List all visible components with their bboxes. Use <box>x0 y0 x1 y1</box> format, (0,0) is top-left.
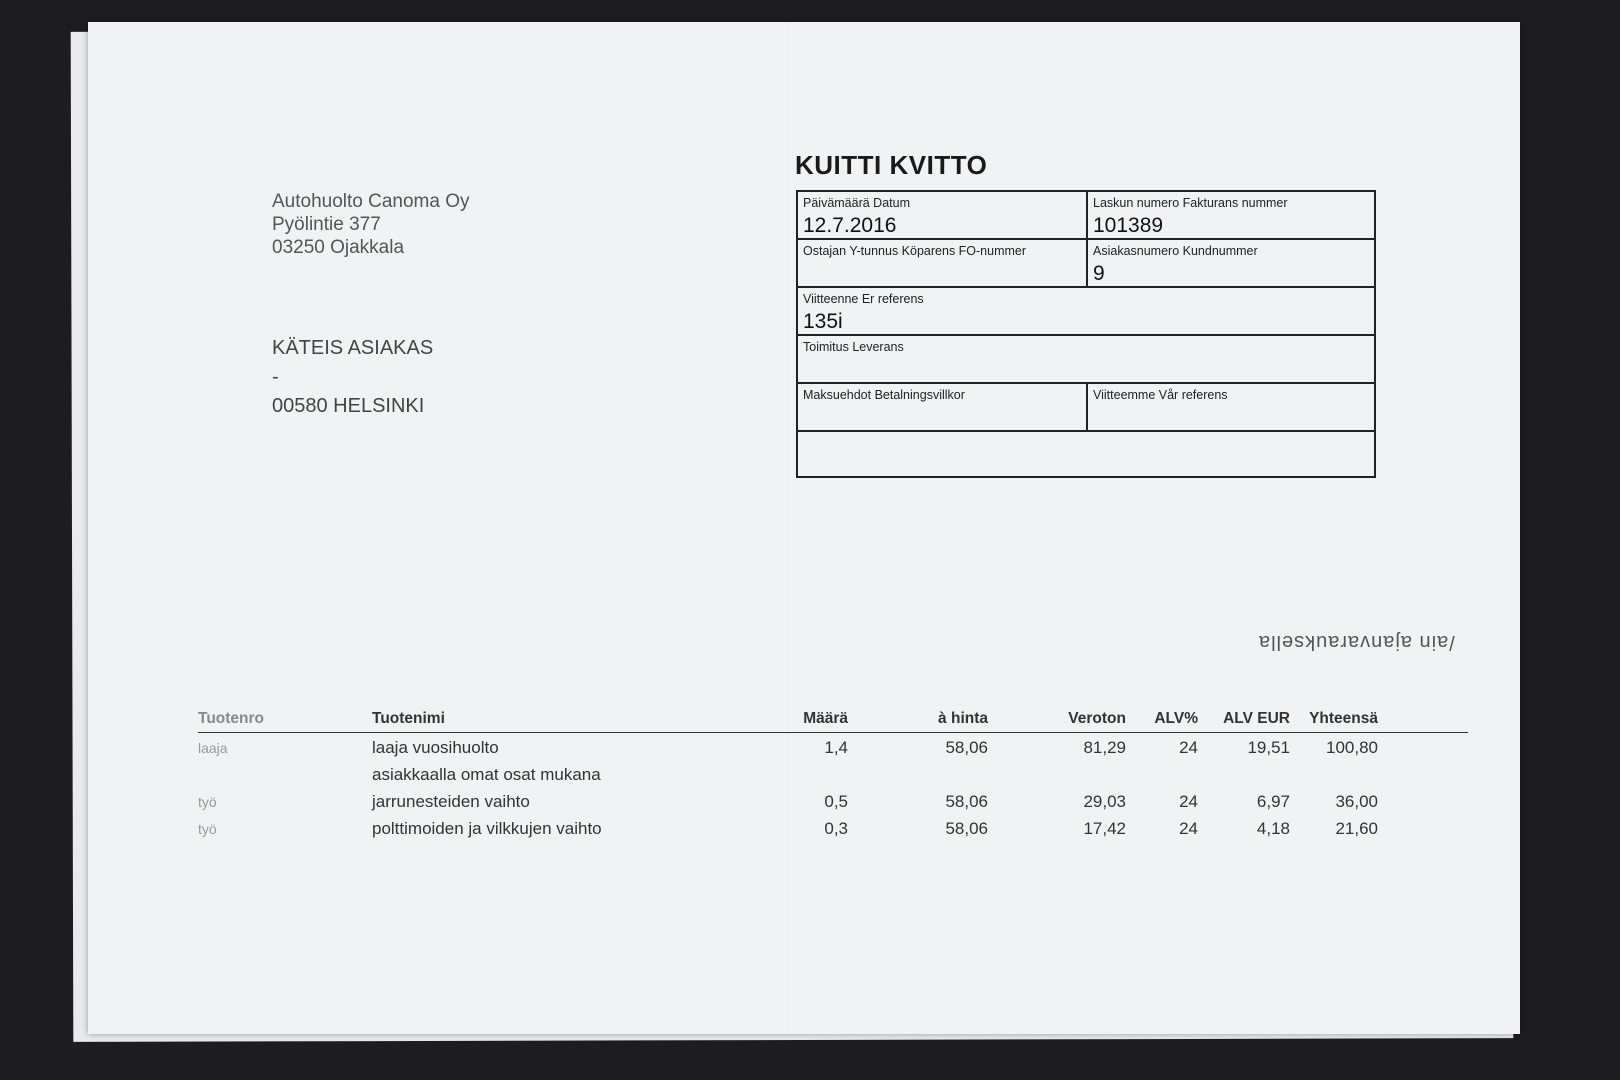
cell-vat-pct: 24 <box>1179 738 1198 757</box>
recipient-name: KÄTEIS ASIAKAS <box>272 337 434 359</box>
recipient-dash: - <box>272 366 279 388</box>
header-vat-pct: ALV% <box>1154 710 1198 727</box>
cell-qty: 1,4 <box>824 738 848 757</box>
invoice-cell <box>1086 192 1374 238</box>
header-unit-price: à hinta <box>938 710 988 727</box>
cell-name: laaja vuosihuolto <box>372 738 499 757</box>
cell-vat-eur: 19,51 <box>1247 738 1290 757</box>
cell-code: työ <box>198 821 217 837</box>
table-body <box>198 733 1468 841</box>
cell-vat-eur: 6,97 <box>1256 792 1290 811</box>
sender-city: 03250 Ojakkala <box>272 237 405 258</box>
sender-address <box>272 190 470 259</box>
our-ref-cell <box>1086 384 1374 430</box>
delivery-label: Toimitus Leverans <box>803 340 904 354</box>
info-row-your-ref <box>798 288 1374 336</box>
buyer-id-label: Ostajan Y-tunnus Köparens FO-nummer <box>803 244 1027 258</box>
header-total: Yhteensä <box>1309 710 1378 727</box>
delivery-cell <box>798 336 1374 382</box>
our-ref-label: Viitteemme Vår referens <box>1093 388 1228 402</box>
terms-label: Maksuehdot Betalningsvillkor <box>803 388 965 402</box>
cell-unit-price: 58,06 <box>945 792 988 811</box>
header-qty: Määrä <box>803 710 848 727</box>
table-header <box>198 710 1468 733</box>
info-row-terms <box>798 384 1374 432</box>
recipient-address <box>272 334 433 421</box>
header-net: Veroton <box>1068 710 1126 727</box>
header-code: Tuotenro <box>198 710 265 727</box>
cell-total: 21,60 <box>1335 819 1378 838</box>
cell-net: 17,42 <box>1083 819 1126 838</box>
cell-name: polttimoiden ja vilkkujen vaihto <box>372 819 602 838</box>
cell-code: laaja <box>198 740 228 756</box>
cell-code: työ <box>198 794 217 810</box>
customer-cell <box>1086 240 1374 286</box>
your-ref-value: 135i <box>803 310 843 333</box>
paper-fold <box>788 22 790 1034</box>
mirrored-show-through-text: /ain ajanvarauksella <box>1258 631 1455 653</box>
date-value: 12.7.2016 <box>803 214 897 237</box>
table-row <box>198 787 1468 814</box>
terms-cell <box>798 384 1086 430</box>
sender-street: Pyölintie 377 <box>272 214 381 235</box>
table-row <box>198 814 1468 841</box>
your-ref-cell <box>798 288 1374 334</box>
date-cell <box>798 192 1086 238</box>
cell-qty: 0,3 <box>824 819 848 838</box>
recipient-city: 00580 HELSINKI <box>272 395 425 417</box>
cell-vat-pct: 24 <box>1179 792 1198 811</box>
your-ref-label: Viitteenne Er referens <box>803 292 924 306</box>
info-row-delivery <box>798 336 1374 384</box>
sender-name: Autohuolto Canoma Oy <box>272 191 470 212</box>
customer-value: 9 <box>1093 262 1105 285</box>
customer-label: Asiakasnumero Kundnummer <box>1093 244 1258 258</box>
cell-unit-price: 58,06 <box>945 738 988 757</box>
cell-name: jarrunesteiden vaihto <box>372 792 530 811</box>
invoice-label: Laskun numero Fakturans nummer <box>1093 196 1288 210</box>
cell-total: 100,80 <box>1326 738 1378 757</box>
receipt-info-box <box>796 190 1376 478</box>
cell-name: asiakkaalla omat osat mukana <box>372 765 601 784</box>
header-vat-eur: ALV EUR <box>1223 710 1290 727</box>
header-name: Tuotenimi <box>372 710 445 727</box>
info-row-buyer <box>798 240 1374 288</box>
date-label: Päivämäärä Datum <box>803 196 910 210</box>
table-row <box>198 760 1468 787</box>
cell-vat-pct: 24 <box>1179 819 1198 838</box>
cell-net: 81,29 <box>1083 738 1126 757</box>
buyer-id-cell <box>798 240 1086 286</box>
cell-net: 29,03 <box>1083 792 1126 811</box>
cell-qty: 0,5 <box>824 792 848 811</box>
invoice-value: 101389 <box>1093 214 1164 237</box>
info-row-date <box>798 192 1374 240</box>
line-items-table <box>198 710 1468 841</box>
document-title: KUITTI KVITTO <box>795 150 988 180</box>
cell-vat-eur: 4,18 <box>1256 819 1290 838</box>
cell-unit-price: 58,06 <box>945 819 988 838</box>
cell-total: 36,00 <box>1335 792 1378 811</box>
table-row <box>198 733 1468 760</box>
receipt-paper <box>88 22 1520 1034</box>
